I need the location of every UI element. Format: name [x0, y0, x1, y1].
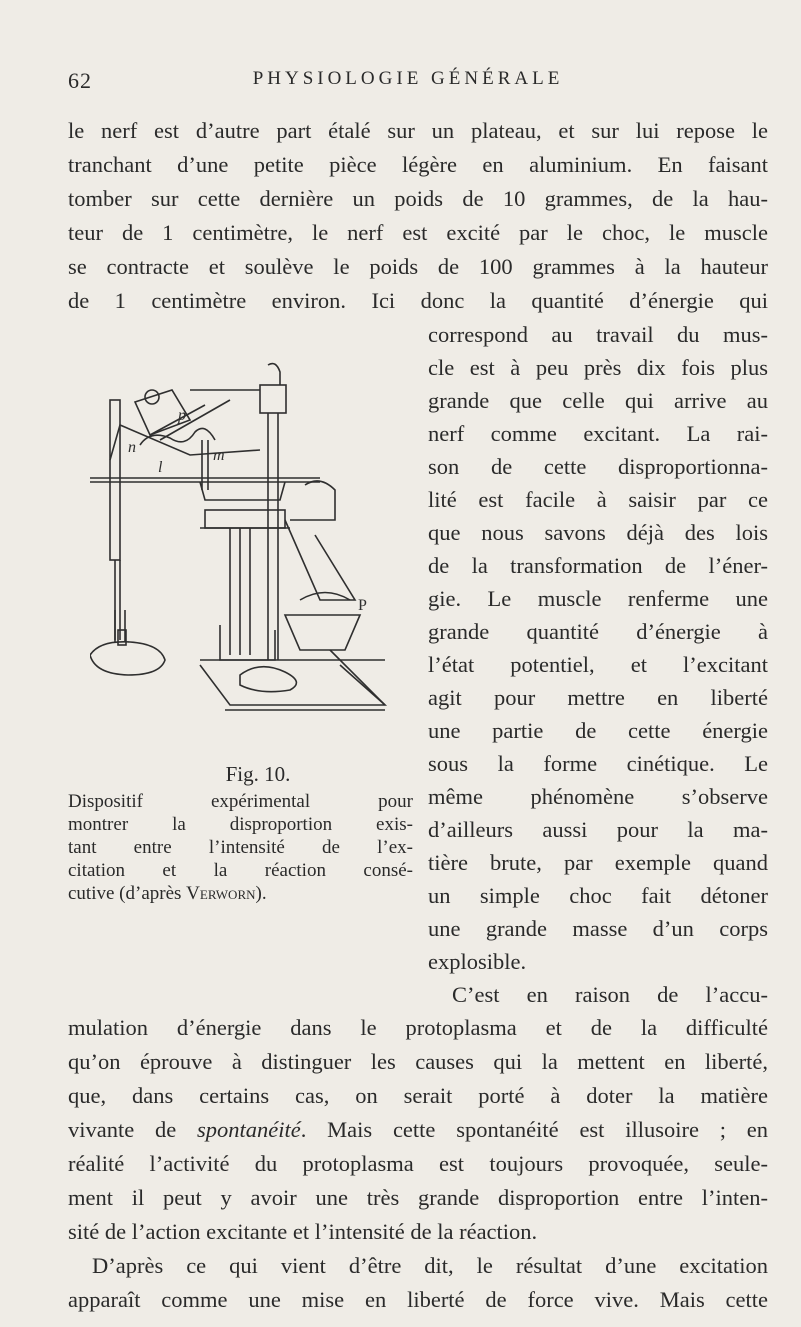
side-text-line: grande que celle qui arrive au — [428, 388, 768, 413]
side-text-line: une grande masse d’un corps — [428, 916, 768, 941]
side-text-line: nerf comme excitant. La rai- — [428, 421, 768, 446]
side-text-line: même phénomène s’observe — [428, 784, 768, 809]
side-text-line: une partie de cette énergie — [428, 718, 768, 743]
text-line: tomber sur cette dernière un poids de 10 grammes, de la hau- — [68, 186, 768, 211]
left-column — [110, 400, 120, 560]
weight-P — [285, 615, 360, 650]
side-text-line: l’état potentiel, et l’excitant — [428, 652, 768, 677]
text-line: réalité l’activité du protoplasma est toujours provoquée, seule- — [68, 1151, 768, 1176]
text-line: sité de l’action excitante et l’intensité de la réaction. — [68, 1219, 538, 1244]
inner-pan — [220, 625, 275, 660]
side-text-line: agit pour mettre en liberté — [428, 685, 768, 710]
side-text-line: correspond au travail du mus- — [428, 322, 768, 347]
side-text-line: explosible. — [428, 949, 527, 974]
caption-line: tant entre l’intensité de l’ex- — [68, 837, 413, 858]
text-line: se contracte et soulève le poids de 100 grammes à la hauteur — [68, 254, 768, 279]
side-text-line: que nous savons déjà des lois — [428, 520, 768, 545]
side-text-line: son de cette disproportionna- — [428, 454, 768, 479]
side-text-line: d’ailleurs aussi pour la ma- — [428, 817, 768, 842]
side-text-line: lité est facile à saisir par ce — [428, 487, 768, 512]
text-line: apparaît comme une mise en liberté de force vive. Mais cette — [68, 1287, 768, 1312]
caption-line: citation et la réaction consé- — [68, 860, 413, 881]
label-P: P — [358, 597, 367, 614]
side-text-line: de la transformation de l’éner- — [428, 553, 768, 578]
text-line: de 1 centimètre environ. Ici donc la quantité d’énergie qui — [68, 288, 768, 313]
caption-text: ). — [255, 883, 267, 904]
side-text-line: grande quantité d’énergie à — [428, 619, 768, 644]
text-line: que, dans certains cas, on serait porté à doter la matière — [68, 1083, 768, 1108]
left-pan — [90, 642, 165, 675]
caption-line: Dispositif expérimental pour — [68, 791, 413, 812]
right-pulley — [290, 481, 335, 520]
text-line: teur de 1 centimètre, le nerf est excité par le choc, le muscle — [68, 220, 768, 245]
figure-title: Fig. 10. — [225, 762, 291, 786]
hook-shape — [268, 364, 280, 385]
side-text-line: cle est à peu près dix fois plus — [428, 355, 768, 380]
pulley-block — [260, 385, 286, 413]
base-slope — [200, 665, 385, 705]
text-run: vivante de — [68, 1117, 198, 1142]
label-l: l — [158, 459, 163, 476]
text-line: mulation d’énergie dans le protoplasma et de la difficulté — [68, 1015, 768, 1040]
label-p: p — [178, 407, 186, 424]
text-line: tranchant d’une petite pièce légère en aluminium. En faisant — [68, 152, 768, 177]
base-foot — [240, 667, 296, 692]
page-number: 62 — [68, 68, 92, 93]
caption-text: cutive (d’après — [68, 883, 187, 904]
caption-line: montrer la disproportion exis- — [68, 814, 413, 835]
text-line: le nerf est d’autre part étalé sur un plateau, et sur lui repose le — [68, 118, 768, 143]
text-line — [68, 1113, 768, 1147]
text-line: qu’on éprouve à distinguer les causes qui la mettent en liberté, — [68, 1049, 768, 1074]
apparatus-figure — [90, 360, 405, 760]
running-title: PHYSIOLOGIE GÉNÉRALE — [252, 68, 564, 89]
label-m: m — [213, 447, 225, 464]
text-line: ment il peut y avoir une très grande disproportion entre l’inten- — [68, 1185, 768, 1210]
caption-author: Verworn — [186, 883, 256, 904]
text-run: . Mais cette spontanéité est illusoire ; en — [300, 1117, 769, 1142]
side-text-line: sous la forme cinétique. Le — [428, 751, 768, 776]
side-text-line: un simple choc fait détoner — [428, 883, 768, 908]
emphasis: spontanéité — [197, 1117, 301, 1142]
side-text-line: gie. Le muscle renferme une — [428, 586, 768, 611]
triangle-frame — [285, 520, 355, 600]
side-text-line: C’est en raison de l’accu- — [452, 982, 768, 1007]
label-n: n — [128, 439, 136, 456]
plateau-block — [200, 482, 285, 500]
side-text-line: tière brute, par exemple quand — [428, 850, 768, 875]
caption-line — [68, 882, 413, 905]
text-line: D’après ce qui vient d’être dit, le résultat d’une excitation — [92, 1253, 768, 1278]
page-header — [68, 68, 748, 98]
